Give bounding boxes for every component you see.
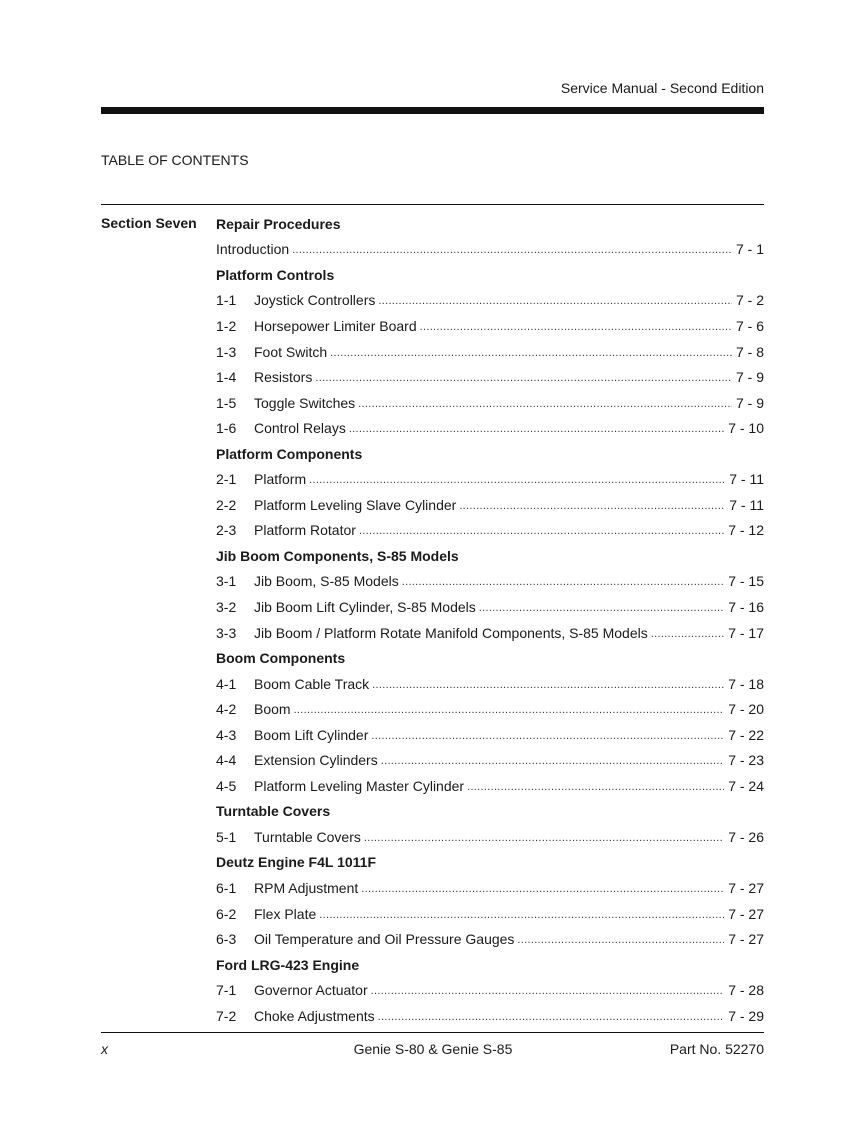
toc-divider	[101, 204, 764, 205]
toc-entry-title: Platform Leveling Slave Cylinder	[254, 496, 457, 513]
section-label: Section Seven	[101, 215, 197, 231]
dot-leader	[315, 369, 732, 385]
toc-heading-title: Repair Procedures	[216, 215, 341, 232]
toc-entry-page: 7 - 22	[728, 726, 764, 743]
header-title: Service Manual - Second Edition	[560, 80, 764, 96]
toc-entry-title: Platform	[254, 471, 307, 488]
dot-leader	[330, 344, 732, 360]
toc-entry-title: Horsepower Limiter Board	[254, 317, 417, 334]
table-of-contents	[216, 211, 764, 1029]
toc-entry-number: 6-3	[216, 931, 237, 948]
toc-entry[interactable]	[216, 926, 764, 952]
toc-entry-number: 1-1	[216, 292, 237, 309]
toc-entry-title: Introduction	[216, 241, 290, 258]
toc-entry-page: 7 - 24	[728, 777, 764, 794]
dot-leader	[459, 497, 725, 513]
toc-entry-title: Platform Rotator	[254, 522, 356, 539]
header-rule	[101, 107, 764, 114]
toc-entry-number: 2-1	[216, 471, 237, 488]
dot-leader	[358, 395, 732, 411]
toc-heading-title: Ford LRG-423 Engine	[216, 956, 360, 973]
toc-entry-number: 1-4	[216, 369, 237, 386]
toc-entry[interactable]	[216, 620, 764, 646]
toc-entry-page: 7 - 11	[729, 471, 764, 488]
toc-entry-number: 2-2	[216, 496, 237, 513]
toc-entry-title: Oil Temperature and Oil Pressure Gauges	[254, 931, 515, 948]
toc-entry[interactable]	[216, 824, 764, 850]
footer-rule	[101, 1032, 764, 1033]
toc-entry-page: 7 - 9	[735, 394, 764, 411]
toc-entry-title: Toggle Switches	[254, 394, 356, 411]
toc-entry-page: 7 - 29	[728, 1007, 764, 1024]
toc-entry-title: RPM Adjustment	[254, 879, 359, 896]
toc-entry-title: Flex Plate	[254, 905, 317, 922]
toc-entry-page: 7 - 11	[729, 496, 764, 513]
toc-entry[interactable]	[216, 466, 764, 492]
dot-leader	[361, 880, 724, 896]
toc-entry-page: 7 - 28	[728, 982, 764, 999]
toc-entry-number: 3-2	[216, 598, 237, 615]
toc-entry[interactable]	[216, 875, 764, 901]
toc-entry[interactable]	[216, 569, 764, 595]
toc-heading	[216, 262, 764, 288]
toc-entry-page: 7 - 27	[728, 879, 764, 896]
toc-entry-title: Boom Cable Track	[254, 675, 370, 692]
dot-leader	[378, 292, 732, 308]
toc-entry-title: Control Relays	[254, 420, 346, 437]
toc-entry-title: Jib Boom, S-85 Models	[254, 573, 399, 590]
toc-entry[interactable]	[216, 696, 764, 722]
footer-page-number: x	[101, 1041, 108, 1057]
toc-entry-number: 6-2	[216, 905, 237, 922]
toc-entry-title: Boom	[254, 701, 291, 718]
toc-entry-number: 4-1	[216, 675, 237, 692]
toc-entry-page: 7 - 10	[728, 420, 764, 437]
toc-entry-title: Platform Leveling Master Cylinder	[254, 777, 465, 794]
toc-entry-number: 7-2	[216, 1007, 237, 1024]
toc-entry-page: 7 - 15	[728, 573, 764, 590]
toc-entry[interactable]	[216, 518, 764, 544]
toc-entry[interactable]	[216, 594, 764, 620]
toc-entry-number: 3-1	[216, 573, 237, 590]
dot-leader	[372, 676, 724, 692]
dot-leader	[402, 573, 724, 589]
toc-entry-number: 5-1	[216, 828, 237, 845]
toc-entry-title: Jib Boom Lift Cylinder, S-85 Models	[254, 598, 476, 615]
toc-entry-page: 7 - 27	[728, 931, 764, 948]
dot-leader	[292, 241, 732, 257]
toc-entry-page: 7 - 17	[728, 624, 764, 641]
toc-entry-page: 7 - 16	[728, 598, 764, 615]
toc-entry-page: 7 - 27	[728, 905, 764, 922]
toc-entry[interactable]	[216, 722, 764, 748]
toc-entry-number: 2-3	[216, 522, 237, 539]
dot-leader	[378, 1008, 725, 1024]
toc-heading	[216, 799, 764, 825]
toc-entry-title: Boom Lift Cylinder	[254, 726, 369, 743]
dot-leader	[651, 625, 724, 641]
toc-heading-title: Boom Components	[216, 650, 346, 667]
toc-entry-page: 7 - 18	[728, 675, 764, 692]
toc-entry-title: Extension Cylinders	[254, 752, 378, 769]
toc-entry-title: Choke Adjustments	[254, 1007, 375, 1024]
dot-leader	[420, 318, 732, 334]
toc-heading	[216, 952, 764, 978]
dot-leader	[349, 420, 724, 436]
toc-entry-title: Foot Switch	[254, 343, 328, 360]
toc-entry[interactable]	[216, 671, 764, 697]
toc-heading	[216, 543, 764, 569]
toc-entry-page: 7 - 12	[728, 522, 764, 539]
toc-entry-number: 7-1	[216, 982, 237, 999]
toc-entry-page: 7 - 9	[735, 369, 764, 386]
toc-entry-page: 7 - 8	[735, 343, 764, 360]
toc-entry-title: Governor Actuator	[254, 982, 368, 999]
toc-entry[interactable]	[216, 339, 764, 365]
toc-entry[interactable]	[216, 977, 764, 1003]
toc-entry[interactable]	[216, 773, 764, 799]
toc-entry-title: Resistors	[254, 369, 313, 386]
toc-entry[interactable]	[216, 747, 764, 773]
toc-entry[interactable]	[216, 288, 764, 314]
toc-entry-number: 4-3	[216, 726, 237, 743]
toc-entry-number: 1-5	[216, 394, 237, 411]
toc-entry[interactable]	[216, 492, 764, 518]
dot-leader	[309, 471, 725, 487]
dot-leader	[371, 982, 725, 998]
toc-heading-title: Platform Components	[216, 445, 363, 462]
dot-leader	[479, 599, 724, 615]
toc-entry-number: 4-5	[216, 777, 237, 794]
dot-leader	[359, 522, 724, 538]
footer-part-number: Part No. 52270	[669, 1041, 764, 1057]
toc-heading	[216, 850, 764, 876]
footer-product-name: Genie S-80 & Genie S-85	[353, 1041, 513, 1057]
toc-heading-title: Turntable Covers	[216, 803, 331, 820]
toc-heading-title: Jib Boom Components, S-85 Models	[216, 547, 459, 564]
toc-heading	[216, 441, 764, 467]
dot-leader	[319, 906, 724, 922]
dot-leader	[294, 701, 725, 717]
toc-entry-number: 3-3	[216, 624, 237, 641]
toc-entry-number: 1-2	[216, 317, 237, 334]
toc-entry[interactable]	[216, 313, 764, 339]
toc-entry-page: 7 - 2	[735, 292, 764, 309]
toc-entry-page: 7 - 6	[735, 317, 764, 334]
toc-entry-title: Joystick Controllers	[254, 292, 376, 309]
toc-entry[interactable]	[216, 390, 764, 416]
dot-leader	[371, 727, 724, 743]
toc-entry-number: 4-2	[216, 701, 237, 718]
toc-heading	[216, 645, 764, 671]
toc-entry[interactable]	[216, 364, 764, 390]
toc-entry[interactable]	[216, 415, 764, 441]
toc-entry[interactable]	[216, 1003, 764, 1029]
toc-entry-number: 4-4	[216, 752, 237, 769]
dot-leader	[381, 752, 724, 768]
dot-leader	[517, 931, 724, 947]
toc-entry-number: 1-3	[216, 343, 237, 360]
toc-entry-page: 7 - 1	[735, 241, 764, 258]
toc-entry-page: 7 - 23	[728, 752, 764, 769]
toc-heading-title: Platform Controls	[216, 266, 335, 283]
toc-entry-title: Jib Boom / Platform Rotate Manifold Components, S-85 Models	[254, 624, 648, 641]
toc-entry-number: 6-1	[216, 879, 237, 896]
dot-leader	[364, 829, 724, 845]
toc-entry-title: Turntable Covers	[254, 828, 361, 845]
toc-heading	[216, 211, 764, 237]
dot-leader	[467, 778, 724, 794]
toc-heading-title: Deutz Engine F4L 1011F	[216, 854, 377, 871]
toc-entry-page: 7 - 26	[728, 828, 764, 845]
toc-entry-number: 1-6	[216, 420, 237, 437]
toc-entry-page: 7 - 20	[728, 701, 764, 718]
toc-entry[interactable]	[216, 237, 764, 263]
document-title: TABLE OF CONTENTS	[101, 152, 249, 168]
toc-entry[interactable]	[216, 901, 764, 927]
